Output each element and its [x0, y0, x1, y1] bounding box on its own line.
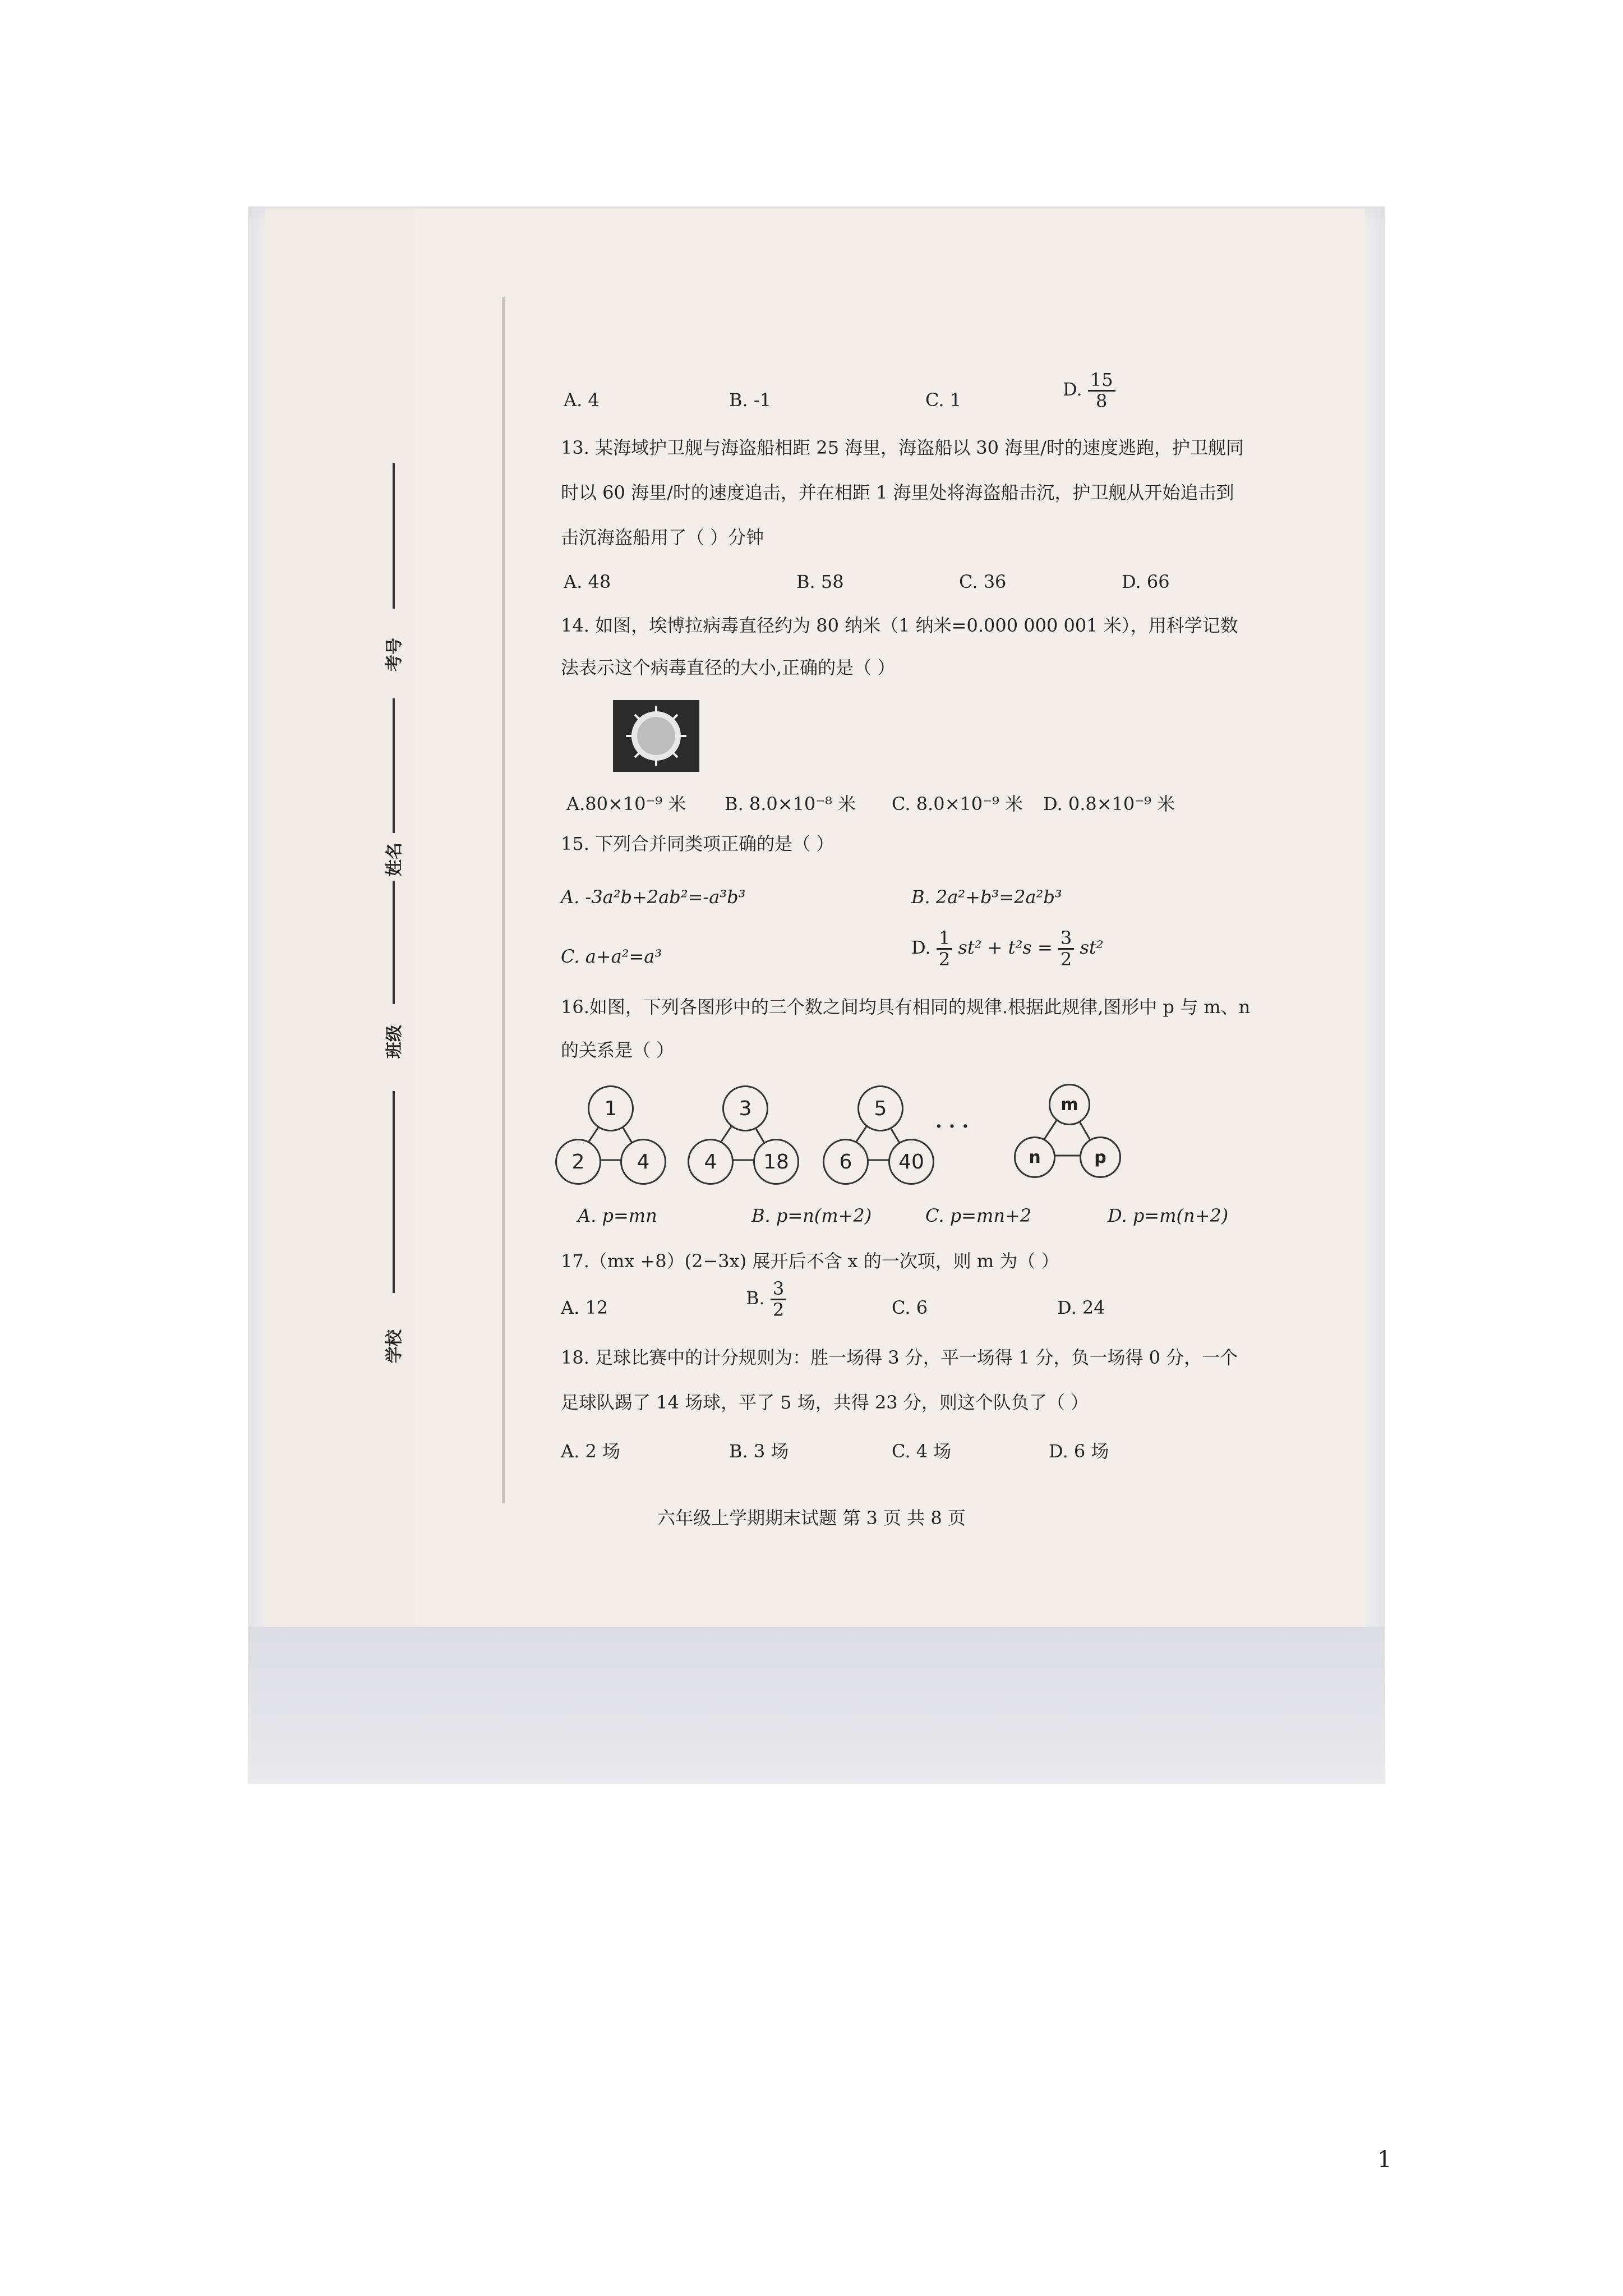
q15-option-c: C. a+a²=a³: [561, 946, 662, 967]
q14-line-2: 法表示这个病毒直径的大小,正确的是（ ）: [561, 657, 896, 678]
q15-option-b: B. 2a²+b³=2a²b³: [911, 886, 1062, 908]
label-xingming: 姓名: [385, 843, 404, 876]
q16-line-1: 16.如图，下列各图形中的三个数之间均具有相同的规律.根据此规律,图形中 p 与 m、n: [561, 996, 1251, 1018]
q16-fig3-left: 6: [823, 1139, 869, 1185]
q16-option-a: A. p=mn: [578, 1205, 657, 1226]
q13-line-1: 13. 某海域护卫舰与海盗船相距 25 海里，海盗船以 30 海里/时的速度逃跑，护卫舰同: [561, 437, 1244, 458]
q16-option-c: C. p=mn+2: [925, 1205, 1032, 1226]
q13-option-d: D. 66: [1122, 571, 1170, 592]
q16-fig2-top: 3: [722, 1085, 768, 1131]
q18-line-2: 足球队踢了 14 场球，平了 5 场，共得 23 分，则这个队负了（ ）: [561, 1392, 1089, 1413]
q15-option-d: D. $\frac{1}{2}$ st² + t²s = $\frac{3}{2}$ st²: [911, 927, 1104, 970]
q13-option-b: B. 58: [796, 571, 844, 592]
q13-option-c: C. 36: [959, 571, 1007, 592]
q14-option-c: C. 8.0×10⁻⁹ 米: [892, 793, 1023, 815]
q17-option-d: D. 24: [1057, 1297, 1105, 1318]
q16-fig4-right: p: [1080, 1137, 1121, 1178]
exam-footer: 六年级上学期期末试题 第 3 页 共 8 页: [657, 1507, 966, 1529]
q16-fig1-top: 1: [588, 1085, 634, 1131]
q12-option-c: C. 1: [925, 389, 962, 411]
q16-fig1-left: 2: [555, 1139, 601, 1185]
q18-option-c: C. 4 场: [892, 1441, 952, 1462]
q16-fig1-right: 4: [620, 1139, 666, 1185]
q18-option-b: B. 3 场: [729, 1441, 789, 1462]
q15-stem: 15. 下列合并同类项正确的是（ ）: [561, 833, 834, 854]
q14-option-b: B. 8.0×10⁻⁸ 米: [725, 793, 856, 815]
q18-option-d: D. 6 场: [1049, 1441, 1109, 1462]
q14-line-1: 14. 如图，埃博拉病毒直径约为 80 纳米（1 纳米=0.000 000 001 米），用科学记数: [561, 615, 1238, 636]
q12-option-a: A. 4: [564, 389, 600, 411]
q12-option-d: D. $\frac{15}{8}$: [1063, 370, 1115, 411]
q17-option-b: B. $\frac{3}{2}$: [746, 1279, 786, 1320]
page-number: 1: [1377, 2147, 1392, 2173]
q16-line-2: 的关系是（ ）: [561, 1039, 675, 1061]
q16-ellipsis: · · ·: [935, 1115, 969, 1138]
q16-fig3-top: 5: [857, 1085, 903, 1131]
q16-option-d: D. p=m(n+2): [1108, 1205, 1229, 1226]
q18-line-1: 18. 足球比赛中的计分规则为：胜一场得 3 分，平一场得 1 分，负一场得 0 分，一个: [561, 1347, 1238, 1368]
q16-fig3-right: 40: [888, 1139, 934, 1185]
label-kaohao: 考号: [385, 638, 404, 671]
q13-option-a: A. 48: [564, 571, 611, 592]
q17-option-c: C. 6: [892, 1297, 928, 1318]
label-xuexiao: 学校: [385, 1329, 404, 1363]
q12-option-b: B. -1: [729, 389, 772, 411]
q15-option-a: A. -3a²b+2ab²=-a³b³: [561, 886, 746, 908]
q16-fig2-right: 18: [753, 1139, 799, 1185]
q17-stem: 17.（mx +8）(2−3x) 展开后不含 x 的一次项，则 m 为（ ）: [561, 1250, 1059, 1272]
q16-fig2-left: 4: [688, 1139, 734, 1185]
q18-option-a: A. 2 场: [561, 1441, 620, 1462]
label-banji: 班级: [385, 1025, 404, 1059]
q13-line-2: 时以 60 海里/时的速度追击，并在相距 1 海里处将海盗船击沉，护卫舰从开始追击到: [561, 482, 1234, 503]
q16-option-b: B. p=n(m+2): [751, 1205, 872, 1226]
q14-option-d: D. 0.8×10⁻⁹ 米: [1043, 793, 1175, 815]
q14-option-a: A.80×10⁻⁹ 米: [566, 793, 686, 815]
q17-option-a: A. 12: [561, 1297, 608, 1318]
q13-line-3: 击沉海盗船用了（ ）分钟: [561, 527, 764, 548]
q16-fig4-left: n: [1014, 1137, 1055, 1178]
q16-fig4-top: m: [1049, 1084, 1090, 1125]
